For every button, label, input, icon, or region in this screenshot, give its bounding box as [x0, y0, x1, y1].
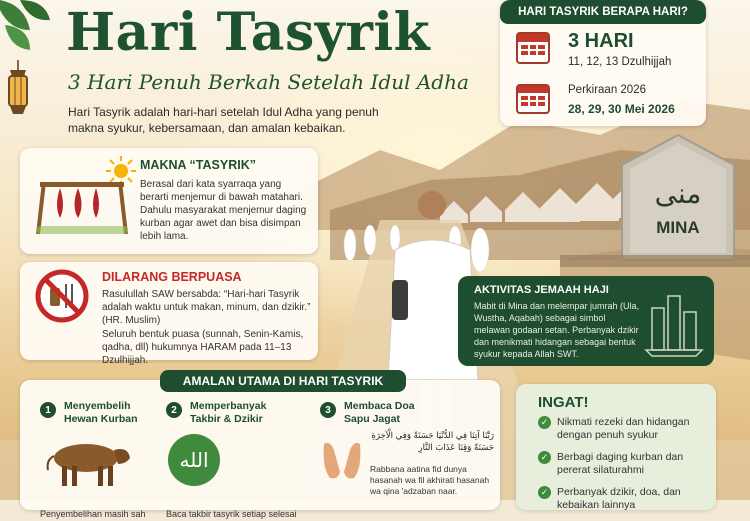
list-item: ✓ Perbanyak dzikir, doa, dan kebaikan lainnya — [538, 486, 708, 512]
estimate-label: Perkiraan 2026 — [568, 84, 646, 96]
practice-number: 3 — [320, 402, 336, 418]
fasting-title: DILARANG BERPUASA — [102, 270, 242, 284]
calendar-icon — [516, 84, 550, 114]
remember-card — [516, 384, 716, 510]
fasting-ruling: Seluruh bentuk puasa (sunnah, Senin-Kamis, qadha, dll) hukumnya HARAM pada 11–13 Dzulhijjah. — [102, 329, 304, 366]
days-card — [500, 0, 706, 126]
intro-text: Hari Tasyrik adalah hari-hari setelah Idul Adha yang penuh makna syukur, kebersamaan, dan amalan kebaikan. — [68, 105, 379, 135]
practice-number: 2 — [166, 402, 182, 418]
days-card-title: HARI TASYRIK BERAPA HARI? — [500, 0, 706, 24]
meaning-text: Berasal dari kata syarraqa yang berarti menjemur di bawah matahari. Dahulu masyarakat menjemur daging kurban agar awet dan bisa disimpan lebih lama. — [140, 179, 307, 242]
cow-icon — [40, 434, 136, 490]
list-item: ✓ Berbagi daging kurban dan pererat silaturahmi — [538, 451, 708, 477]
practices-title: AMALAN UTAMA DI HARI TASYRIK — [160, 370, 406, 392]
pilgrims-text: Mabit di Mina dan melempar jumrah (Ula, Wustha, Aqabah) sebagai simbol melawan godaan setan. Perbanyak dzikir dan menikmati hidangan sebagai bentuk syukur kepada Allah SWT. — [474, 301, 640, 359]
days-count: 3 HARI — [568, 30, 634, 52]
check-icon: ✓ — [538, 451, 551, 464]
estimate-dates: 28, 29, 30 Mei 2026 — [568, 102, 675, 116]
praying-hands-icon — [320, 434, 364, 482]
doa-arabic: رَبَّنَا آتِنَا فِي الدُّنْيَا حَسَنَةً وَفِي الْآخِرَةِ حَسَنَةً وَقِنَا عَذَابَ النَّارِ — [371, 431, 494, 453]
page-subtitle: 3 Hari Penuh Berkah Setelah Idul Adha — [68, 70, 469, 94]
remember-list — [538, 416, 708, 521]
page-title: Hari Tasyrik — [66, 2, 431, 63]
remember-title: INGAT! — [538, 394, 589, 411]
practices-card — [20, 380, 500, 519]
allah-calligraphy-icon: الله — [168, 434, 220, 486]
no-food-icon — [34, 268, 90, 324]
doa-latin: Rabbana aatina fid dunya hasanah wa fil akhirati hasanah wa qina 'adzaban naar. — [370, 464, 490, 496]
meaning-title: MAKNA “TASYRIK” — [140, 158, 256, 172]
check-icon: ✓ — [538, 486, 551, 499]
pilgrims-card — [458, 276, 714, 366]
meaning-card — [20, 148, 318, 254]
svg-text:MINA: MINA — [656, 218, 700, 237]
practice-text: Penyembelihan masih sah — [40, 509, 146, 519]
check-icon: ✓ — [538, 416, 551, 429]
calendar-icon — [516, 32, 550, 64]
fasting-hadith: Rasulullah SAW bersabda: “Hari-hari Tasyrik adalah waktu untuk makan, minum, dan dzikir.” (HR. Muslim) — [102, 289, 311, 326]
days-dates: 11, 12, 13 Dzulhijjah — [568, 56, 672, 68]
jumrah-pillars-icon — [644, 288, 704, 358]
practice-number: 1 — [40, 402, 56, 418]
svg-text:منى: منى — [654, 177, 702, 210]
practice-text: Baca takbir tasyrik setiap selesai — [166, 509, 297, 519]
practice-title: Membaca Doa Sapu Jagat — [344, 400, 415, 425]
meat-rack-icon — [36, 178, 128, 234]
pilgrims-title: AKTIVITAS JEMAAH HAJI — [474, 284, 609, 296]
fasting-card — [20, 262, 318, 366]
list-item: ✓ Nikmati rezeki dan hidangan dengan penuh syukur — [538, 416, 708, 442]
practice-title: Menyembelih Hewan Kurban — [64, 400, 138, 425]
practice-title: Memperbanyak Takbir & Dzikir — [190, 400, 267, 425]
